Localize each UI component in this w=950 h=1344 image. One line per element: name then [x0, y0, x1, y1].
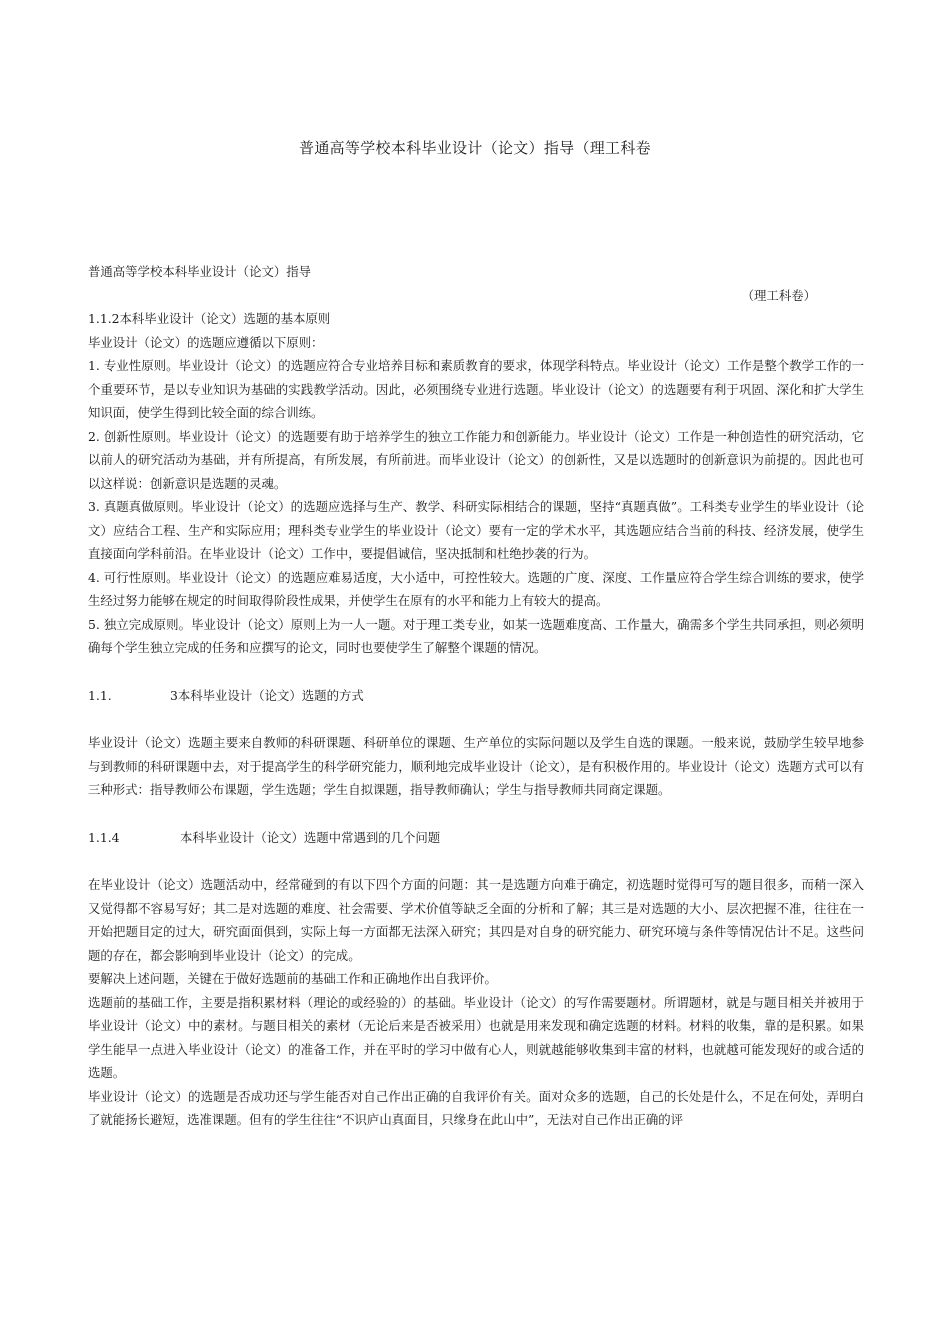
problems-paragraph-1: 在毕业设计（论文）选题活动中，经常碰到的有以下四个方面的问题：其一是选题方向难于确定，初选题时觉得可写的题目很多，而稍一深入又觉得都不容易写好；其二是对选题的难度、社会需要、学术价值等缺乏全面的分析和了解；其三是对选题的大小、层次把握不准，往往在一开始把题目定的过大，研究面面俱到，实际上每一方面都无法深入研究；其四是对自身的研究能力、研究环境与条件等情况估计不足。这些问题的存在，都会影响到毕业设计（论文）的完成。: [88, 877, 864, 963]
section-heading-text: 本科毕业设计（论文）选题中常遇到的几个问题: [180, 829, 441, 845]
section-number: 1.1.4: [88, 829, 120, 845]
problems-paragraph-3: 选题前的基础工作，主要是指积累材料（理论的或经验的）的基础。毕业设计（论文）的写作需要题材。所谓题材，就是与题目相关并被用于毕业设计（论文）中的素材。与题目相关的素材（无论后来是否被采用）也就是用来发现和确定选题的材料。材料的收集，靠的是积累。如果学生能早一点进入毕业设计（论文）的准备工作，并在平时的学习中做有心人，则就越能够收集到丰富的材料，也就越可能发现好的或合适的选题。: [88, 994, 864, 1080]
document-title: 普通高等学校本科毕业设计（论文）指导（理工科卷: [299, 139, 651, 157]
section-heading-1-1-4: [88, 826, 864, 850]
problems-paragraph-4: 毕业设计（论文）的选题是否成功还与学生能否对自己作出正确的自我评价有关。面对众多的选题，自己的长处是什么，不足在何处，弄明白了就能扬长避短，选准课题。但有的学生往往“不识庐山真面目，只缘身在此山中”，无法对自己作出正确的评: [88, 1088, 864, 1127]
section-heading-1-1-2: 1.1.2本科毕业设计（论文）选题的基本原则: [88, 311, 331, 326]
section-number: 1.1.: [88, 687, 112, 703]
methods-paragraph: 毕业设计（论文）选题主要来自教师的科研课题、科研单位的课题、生产单位的实际问题以及学生自选的课题。一般来说，鼓励学生较早地参与到教师的科研课题中去，对于提高学生的科学研究能力，顺利地完成毕业设计（论文），是有积极作用的。毕业设计（论文）选题方式可以有三种形式：指导教师公布课题，学生选题；学生自拟课题，指导教师确认；学生与指导教师共同商定课题。: [88, 735, 864, 797]
document-body: [88, 260, 864, 1132]
section-heading-text: 3本科毕业设计（论文）选题的方式: [170, 687, 364, 703]
subtitle-volume: （理工科卷）: [741, 287, 816, 303]
subtitle: 普通高等学校本科毕业设计（论文）指导: [88, 264, 312, 279]
principle-2: 2. 创新性原则。毕业设计（论文）的选题要有助于培养学生的独立工作能力和创新能力。毕业设计（论文）工作是一种创造性的研究活动，它以前人的研究活动为基础，并有所提高，有所发展，有所前进。而毕业设计（论文）的创新性，又是以选题时的创新意识为前提的。因此也可以这样说：创新意识是选题的灵魂。: [88, 428, 864, 491]
section-heading-1-1-3: [88, 684, 864, 708]
principle-4: 4. 可行性原则。毕业设计（论文）的选题应难易适度，大小适中，可控性较大。选题的广度、深度、工作量应符合学生综合训练的要求，使学生经过努力能够在规定的时间取得阶段性成果，并使学生在原有的水平和能力上有较大的提高。: [88, 569, 864, 608]
principle-1: 1. 专业性原则。毕业设计（论文）的选题应符合专业培养目标和素质教育的要求，体现学科特点。毕业设计（论文）工作是整个教学工作的一个重要环节，是以专业知识为基础的实践教学活动。因此，必须围绕专业进行选题。毕业设计（论文）的选题要有利于巩固、深化和扩大学生知识面，使学生得到比较全面的综合训练。: [88, 358, 864, 420]
principle-3: 3. 真题真做原则。毕业设计（论文）的选题应选择与生产、教学、科研实际相结合的课题，坚持“真题真做”。工科类专业学生的毕业设计（论文）应结合工程、生产和实际应用；理科类专业学生的毕业设计（论文）要有一定的学术水平，其选题应结合当前的科技、经济发展，使学生直接面向学科前沿。在毕业设计（论文）工作中，要提倡诚信，坚决抵制和杜绝抄袭的行为。: [88, 499, 864, 561]
principles-intro: 毕业设计（论文）的选题应遵循以下原则：: [88, 334, 324, 350]
problems-paragraph-2: 要解决上述问题，关键在于做好选题前的基础工作和正确地作出自我评价。: [88, 971, 497, 986]
principle-5: 5. 独立完成原则。毕业设计（论文）原则上为一人一题。对于理工类专业，如某一选题难度高、工作量大，确需多个学生共同承担，则必须明确每个学生独立完成的任务和应撰写的论文，同时也要使学生了解整个课题的情况。: [88, 616, 864, 655]
